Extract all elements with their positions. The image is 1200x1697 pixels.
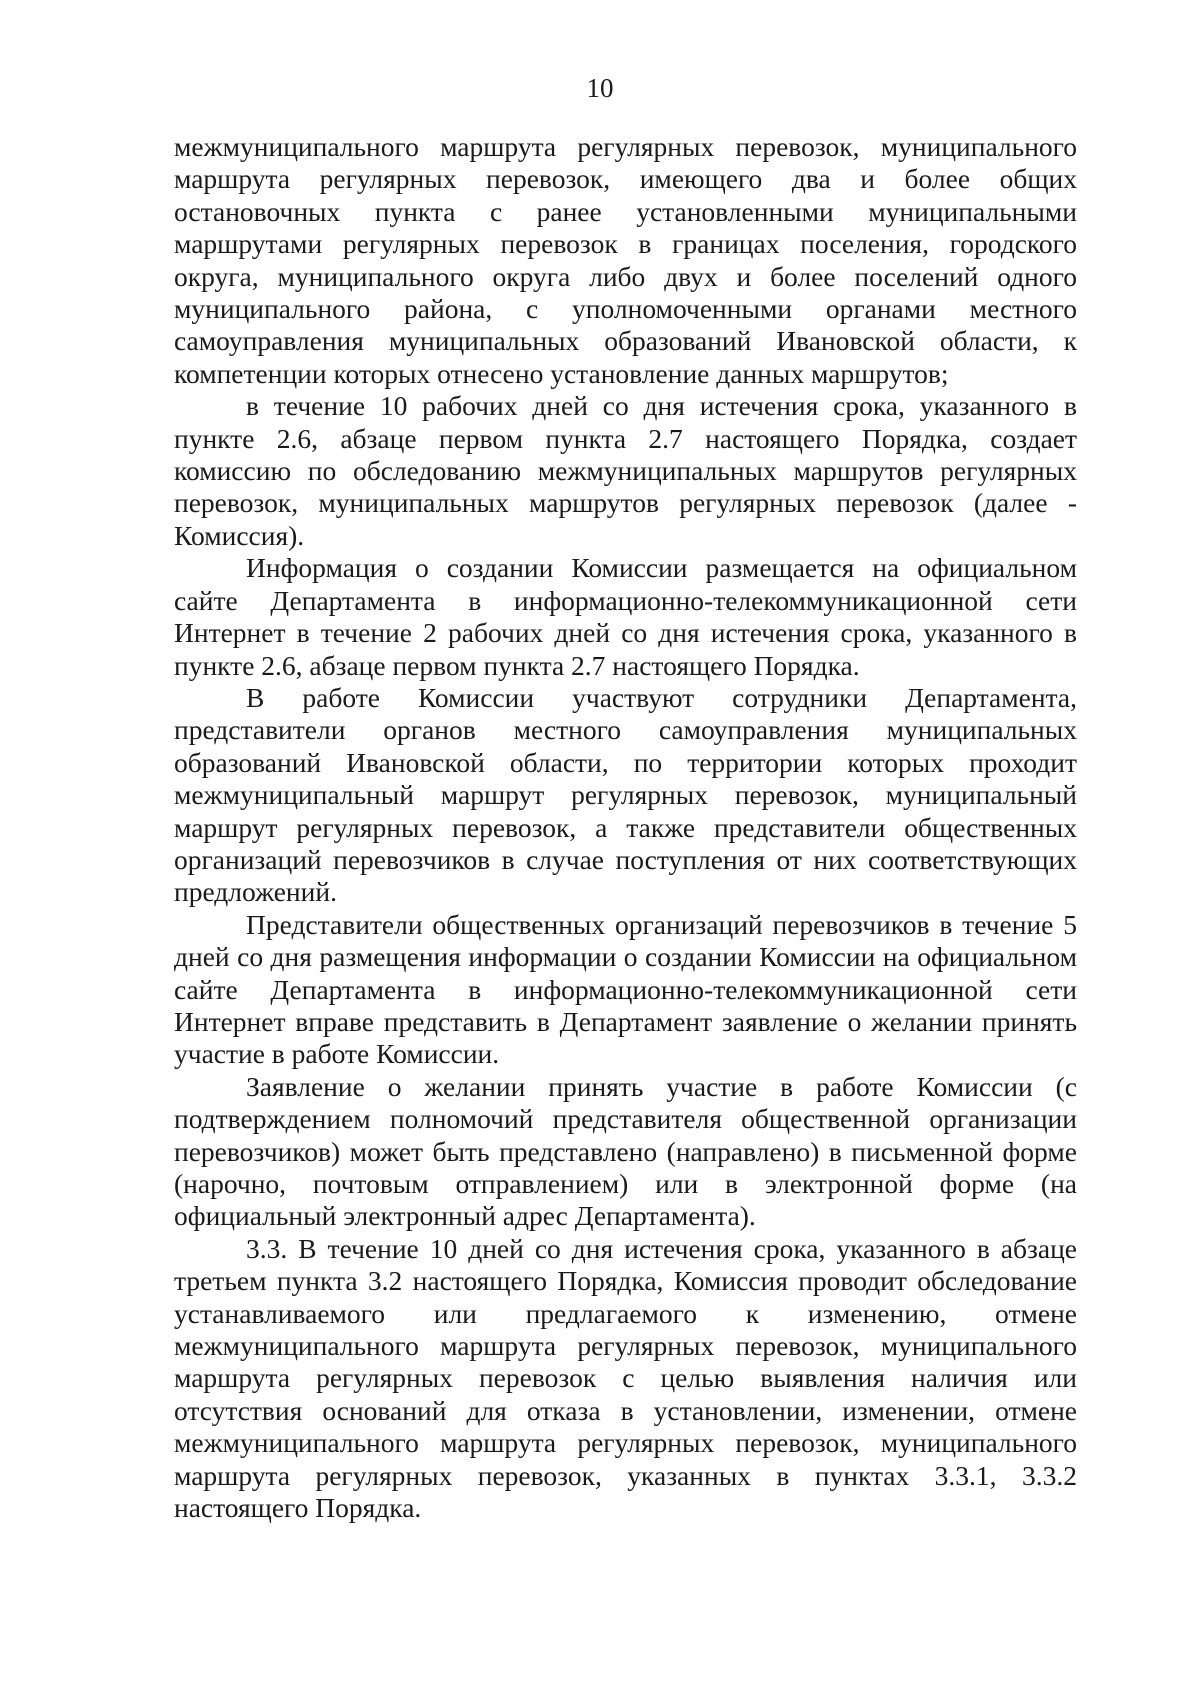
page-number: 10	[586, 73, 614, 103]
paragraph-3: Информация о создании Комиссии размещается на официальном сайте Департамента в информационно-телекоммуникационной сети Интернет в течение 2 рабочих дней со дня истечения срока, указанного в пункте 2.6, абзаце первом пункта 2.7 настоящего Порядка.	[174, 552, 1077, 681]
paragraph-1: межмуниципального маршрута регулярных перевозок, муниципального маршрута регулярных перевозок, имеющего два и более общих остановочных пункта с ранее установленными муниципальными маршрутами регулярных перевозок в границах поселения, городского округа, муниципального округа либо двух и более поселений одного муниципального района, с уполномоченными органами местного самоуправления муниципальных образований Ивановской области, к компетенции которых отнесено установление данных маршрутов;	[174, 131, 1077, 389]
paragraph-4: В работе Комиссии участвуют сотрудники Департамента, представители органов местного самоуправления муниципальных образований Ивановской области, по территории которых проходит межмуниципальный маршрут регулярных перевозок, муниципальный маршрут регулярных перевозок, а также представители общественных организаций перевозчиков в случае поступления от них соответствующих предложений.	[174, 681, 1077, 908]
paragraph-7: 3.3. В течение 10 дней со дня истечения срока, указанного в абзаце третьем пункта 3.2 настоящего Порядка, Комиссия проводит обследование устанавливаемого или предлагаемого к изменению, отмене межмуниципального маршрута регулярных перевозок, муниципального маршрута регулярных перевозок с целью выявления наличия или отсутствия оснований для отказа в установлении, изменении, отмене межмуниципального маршрута регулярных перевозок, муниципального маршрута регулярных перевозок, указанных в пунктах 3.3.1, 3.3.2 настоящего Порядка.	[174, 1232, 1077, 1524]
paragraph-2: в течение 10 рабочих дней со дня истечения срока, указанного в пункте 2.6, абзаце первом пункта 2.7 настоящего Порядка, создает комиссию по обследованию межмуниципальных маршрутов регулярных перевозок, муниципальных маршрутов регулярных перевозок (далее - Комиссия).	[174, 390, 1077, 551]
document-body	[174, 131, 1077, 1524]
paragraph-5: Представители общественных организаций перевозчиков в течение 5 дней со дня размещения информации о создании Комиссии на официальном сайте Департамента в информационно-телекоммуникационной сети Интернет вправе представить в Департамент заявление о желании принять участие в работе Комиссии.	[174, 908, 1077, 1070]
paragraph-6: Заявление о желании принять участие в работе Комиссии (с подтверждением полномочий представителя общественной организации перевозчиков) может быть представлено (направлено) в письменной форме (нарочно, почтовым отправлением) или в электронной форме (на официальный электронный адрес Департамента).	[174, 1070, 1077, 1232]
